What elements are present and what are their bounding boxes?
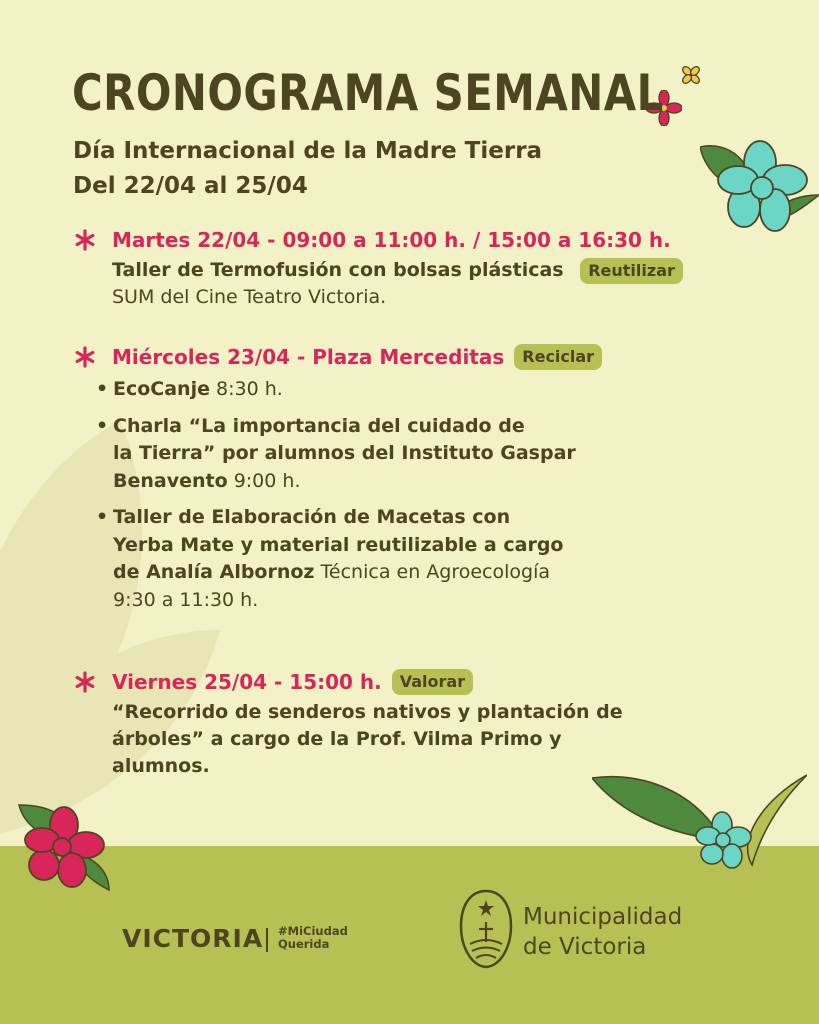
list-item: • Charla “La importancia del cuidado de la Tierra” por alumnos del Instituto Gaspar Benavento 9:00 h. — [96, 413, 774, 496]
event-wednesday — [74, 342, 774, 623]
event-heading — [74, 667, 774, 697]
list-item: • Taller de Elaboración de Macetas con Yerba Mate y material reutilizable a cargo de Analía Albornoz Técnica en Agroecología 9:30 a 11:30 h. — [96, 504, 774, 614]
small-yellow-flower-icon — [680, 64, 702, 86]
leaves-bottom-right-icon — [592, 770, 807, 870]
tag-badge: Valorar — [392, 669, 473, 695]
activity-list — [74, 376, 774, 614]
event-heading-text: Miércoles 23/04 - Plaza Merceditas — [112, 345, 505, 369]
asterisk-icon — [74, 671, 96, 693]
tag-badge: Reciclar — [514, 344, 602, 370]
municipality-shield-icon — [458, 888, 514, 970]
pink-flower-bottom-icon — [14, 800, 114, 895]
hashtag: #MiCiudad Querida — [278, 924, 348, 951]
municipality-name: Municipalidad de Victoria — [523, 904, 683, 960]
subtitle-event: Día Internacional de la Madre Tierra — [73, 138, 543, 164]
event-heading-text: Martes 22/04 - 09:00 a 11:00 h. / 15:00 a 16:30 h. — [112, 228, 671, 252]
logo-divider — [266, 928, 268, 952]
victoria-logo: VICTORIA — [122, 924, 264, 953]
tag-badge: Reutilizar — [580, 258, 683, 284]
event-description-line: alumnos. — [112, 755, 210, 777]
event-heading — [74, 342, 774, 372]
event-description-line: “Recorrido de senderos nativos y plantación de — [112, 701, 623, 723]
event-friday — [74, 667, 774, 780]
list-item: • EcoCanje 8:30 h. — [96, 376, 774, 404]
asterisk-icon — [74, 346, 96, 368]
event-activity — [74, 257, 774, 284]
subtitle-dates: Del 22/04 al 25/04 — [73, 173, 308, 199]
event-description-line: árboles” a cargo de la Prof. Vilma Primo y — [112, 728, 562, 750]
event-tuesday — [74, 225, 774, 311]
event-heading — [74, 225, 774, 255]
event-heading-text: Viernes 25/04 - 15:00 h. — [112, 670, 382, 694]
activity-text: Taller de Termofusión con bolsas plásticas — [112, 259, 564, 281]
asterisk-icon — [74, 229, 96, 251]
event-location: SUM del Cine Teatro Victoria. — [112, 286, 387, 308]
page-title: CRONOGRAMA SEMANAL — [72, 64, 664, 122]
